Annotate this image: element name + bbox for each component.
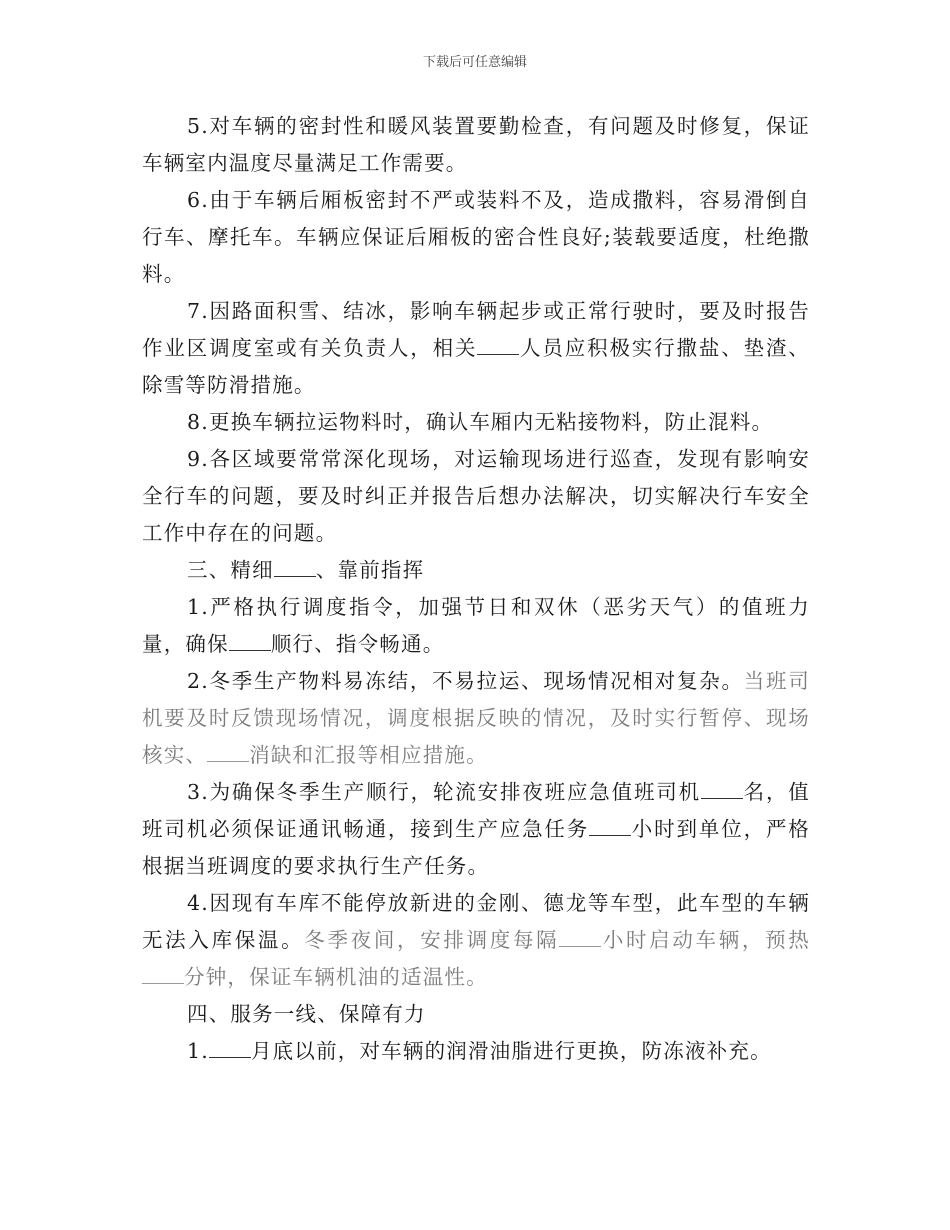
- section3-item-4: [142, 885, 810, 996]
- fill-blank: [142, 965, 184, 984]
- paragraph-item-5: [142, 108, 810, 182]
- fill-blank: [559, 928, 601, 947]
- paragraph-text: 月底以前，对车辆的润滑油脂进行更换，防冻液补充。: [250, 1039, 772, 1063]
- section3-item-2: [142, 663, 810, 774]
- heading-text: 三、精细: [187, 558, 274, 582]
- paragraph-text: 2.冬季生产物料易冻结，不易拉运、现场情况相对复杂。: [187, 669, 744, 693]
- paragraph-text-light: 分钟，保证车辆机油的适温性。: [184, 965, 488, 989]
- section3-item-1: [142, 589, 810, 663]
- paragraph-text-light: 消缺和汇报等相应措施。: [249, 743, 488, 767]
- section3-item-3: [142, 774, 810, 885]
- document-body: [142, 108, 810, 1070]
- fill-blank: [589, 817, 631, 836]
- heading-text: 四、服务一线、保障有力: [187, 1002, 426, 1026]
- paragraph-text: 4.因现有车库不能停放新进的金刚、德龙等车型，此车型的车辆无法入库保温。: [142, 891, 810, 952]
- section-heading-4: [142, 996, 810, 1033]
- paragraph-text-light: 当班司机要及时反馈现场情况，调度根据反映的情况，及时实行暂停、现场核实、: [142, 669, 810, 767]
- paragraph-text-light: 小时启动车辆，预热: [601, 928, 810, 952]
- page-header: 下载后可任意编辑: [422, 55, 527, 70]
- fill-blank: [701, 780, 743, 799]
- paragraph-text: 人员应积极实行撒盐、垫渣、除雪等防滑措施。: [142, 336, 810, 397]
- paragraph-text: 1.: [187, 1039, 209, 1063]
- paragraph-text: 1.严格执行调度指令，加强节日和双休（恶劣天气）的值班力量，确保: [142, 595, 810, 656]
- fill-blank: [209, 1039, 251, 1058]
- paragraph-item-9: [142, 441, 810, 552]
- section-heading-3: [142, 552, 810, 589]
- paragraph-item-8: [142, 404, 810, 441]
- section4-item-1: [142, 1033, 810, 1070]
- fill-blank: [207, 743, 249, 762]
- paragraph-item-6: [142, 182, 810, 293]
- paragraph-text: 5.对车辆的密封性和暖风装置要勤检查，有问题及时修复，保证车辆室内温度尽量满足工作需要。: [142, 114, 810, 175]
- paragraph-text: 8.更换车辆拉运物料时，确认车厢内无粘接物料，防止混料。: [187, 410, 774, 434]
- paragraph-item-7: [142, 293, 810, 404]
- paragraph-text: 7.因路面积雪、结冰，影响车辆起步或正常行驶时，要及时报告作业区调度室或有关负责人，相关: [142, 299, 810, 360]
- fill-blank: [229, 632, 271, 651]
- paragraph-text: 名，值班司机必须保证通讯畅通，接到生产应急任务: [142, 780, 810, 841]
- paragraph-text-light: 冬季夜间，安排调度每隔: [304, 928, 560, 952]
- paragraph-text: 小时到单位，严格根据当班调度的要求执行生产任务。: [142, 817, 810, 878]
- paragraph-text: 顺行、指令畅通。: [270, 632, 445, 656]
- paragraph-text: 6.由于车辆后厢板密封不严或装料不及，造成撒料，容易滑倒自行车、摩托车。车辆应保证后厢板的密合性良好;装载要适度，杜绝撒料。: [142, 188, 810, 286]
- paragraph-text: 3.为确保冬季生产顺行，轮流安排夜班应急值班司机: [187, 780, 701, 804]
- fill-blank: [274, 558, 316, 577]
- heading-text: 、靠前指挥: [315, 558, 425, 582]
- paragraph-text: 9.各区域要常常深化现场，对运输现场进行巡查，发现有影响安全行车的问题，要及时纠正并报告后想办法解决，切实解决行车安全工作中存在的问题。: [142, 447, 810, 545]
- fill-blank: [477, 336, 519, 355]
